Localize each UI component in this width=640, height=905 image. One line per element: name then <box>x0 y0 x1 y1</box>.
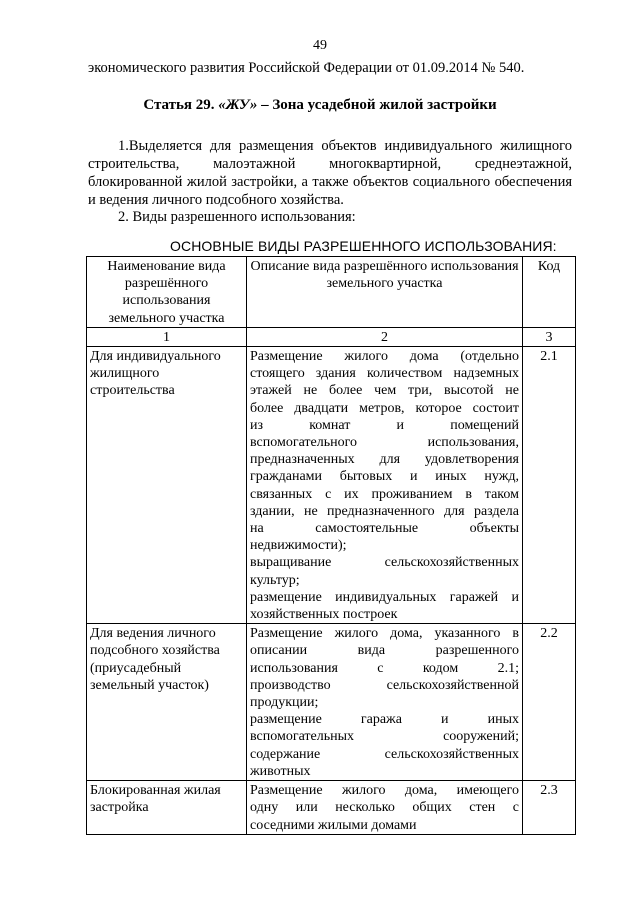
description-line: Размещение жилого дома, указанного в <box>250 626 519 642</box>
description-line: соседними жилыми домами <box>250 817 417 833</box>
header-description: Описание вида разрешённого использования земельного участка <box>247 257 523 328</box>
description-line: размещение гаража и иных <box>250 712 519 728</box>
description-line: описании вида разрешенного <box>250 643 519 659</box>
article-suffix: – Зона усадебной жилой застройки <box>257 97 497 113</box>
column-number: 1 <box>87 327 247 346</box>
header-code: Код <box>523 257 576 328</box>
paragraph-1: 1.Выделяется для размещения объектов индивидуального жилищного строительства, малоэтажной многоквартирной, среднеэтажной, блокированной жилой застройки, а также объектов социального обеспечения и ведения личного подсобного хозяйства. <box>88 138 572 208</box>
description-line: Размещение жилого дома (отдельно <box>250 349 519 365</box>
description-line: связанных с их проживанием в таком <box>250 486 519 502</box>
description-line: животных <box>250 763 311 779</box>
description-line: хозяйственных построек <box>250 607 398 623</box>
description-line: содержание сельскохозяйственных <box>250 746 519 762</box>
column-number: 3 <box>523 327 576 346</box>
table-header-row <box>87 257 576 328</box>
table-row <box>87 347 576 624</box>
description-line: вспомогательного использования, <box>250 435 519 451</box>
use-description <box>247 624 523 781</box>
description-line: здании, не предназначенного для раздела <box>250 503 519 519</box>
header-name: Наименование вида разрешённого использования земельного участка <box>87 257 247 328</box>
table-row <box>87 624 576 781</box>
table-caption: ОСНОВНЫЕ ВИДЫ РАЗРЕШЕННОГО ИСПОЛЬЗОВАНИЯ: <box>170 238 557 254</box>
description-line: из комнат и помещений <box>250 417 519 433</box>
table-row <box>87 781 576 835</box>
use-code: 2.3 <box>523 781 576 835</box>
article-prefix: Статья 29. <box>143 97 219 113</box>
description-line: производство сельскохозяйственной <box>250 677 519 693</box>
use-name: Для ведения личного подсобного хозяйства (приусадебный земельный участок) <box>87 624 247 781</box>
description-line: предназначенных для удовлетворения <box>250 452 519 468</box>
description-line: этажей не более чем три, высотой не <box>250 383 519 399</box>
use-name: Блокированная жилая застройка <box>87 781 247 835</box>
use-code: 2.1 <box>523 347 576 624</box>
zone-code: «ЖУ» <box>218 97 258 113</box>
description-line: на самостоятельные объекты <box>250 521 519 537</box>
use-description <box>247 347 523 624</box>
description-line: вспомогательных сооружений; <box>250 729 519 745</box>
description-line: использования с кодом 2.1; <box>250 660 519 676</box>
description-line: недвижимости); <box>250 538 347 554</box>
paragraph-2: 2. Виды разрешенного использования: <box>118 209 356 225</box>
page-number: 49 <box>313 38 327 53</box>
description-line: стоящего здания количеством надземных <box>250 366 519 382</box>
description-line: размещение индивидуальных гаражей и <box>250 589 519 605</box>
description-line: продукции; <box>250 695 319 711</box>
description-line: одну или несколько общих стен с <box>250 800 519 816</box>
use-name: Для индивидуального жилищного строительства <box>87 347 247 624</box>
description-line: Размещение жилого дома, имеющего <box>250 783 519 799</box>
column-number: 2 <box>247 327 523 346</box>
land-use-table <box>86 256 576 835</box>
use-code: 2.2 <box>523 624 576 781</box>
description-line: культур; <box>250 572 300 588</box>
lead-line: экономического развития Российской Федерации от 01.09.2014 № 540. <box>88 60 525 76</box>
article-title <box>0 97 640 114</box>
description-line: гражданами бытовых и иных нужд, <box>250 469 519 485</box>
description-line: более двадцати метров, которое состоит <box>250 400 519 416</box>
use-description <box>247 781 523 835</box>
description-line: выращивание сельскохозяйственных <box>250 555 519 571</box>
column-number-row <box>87 327 576 346</box>
